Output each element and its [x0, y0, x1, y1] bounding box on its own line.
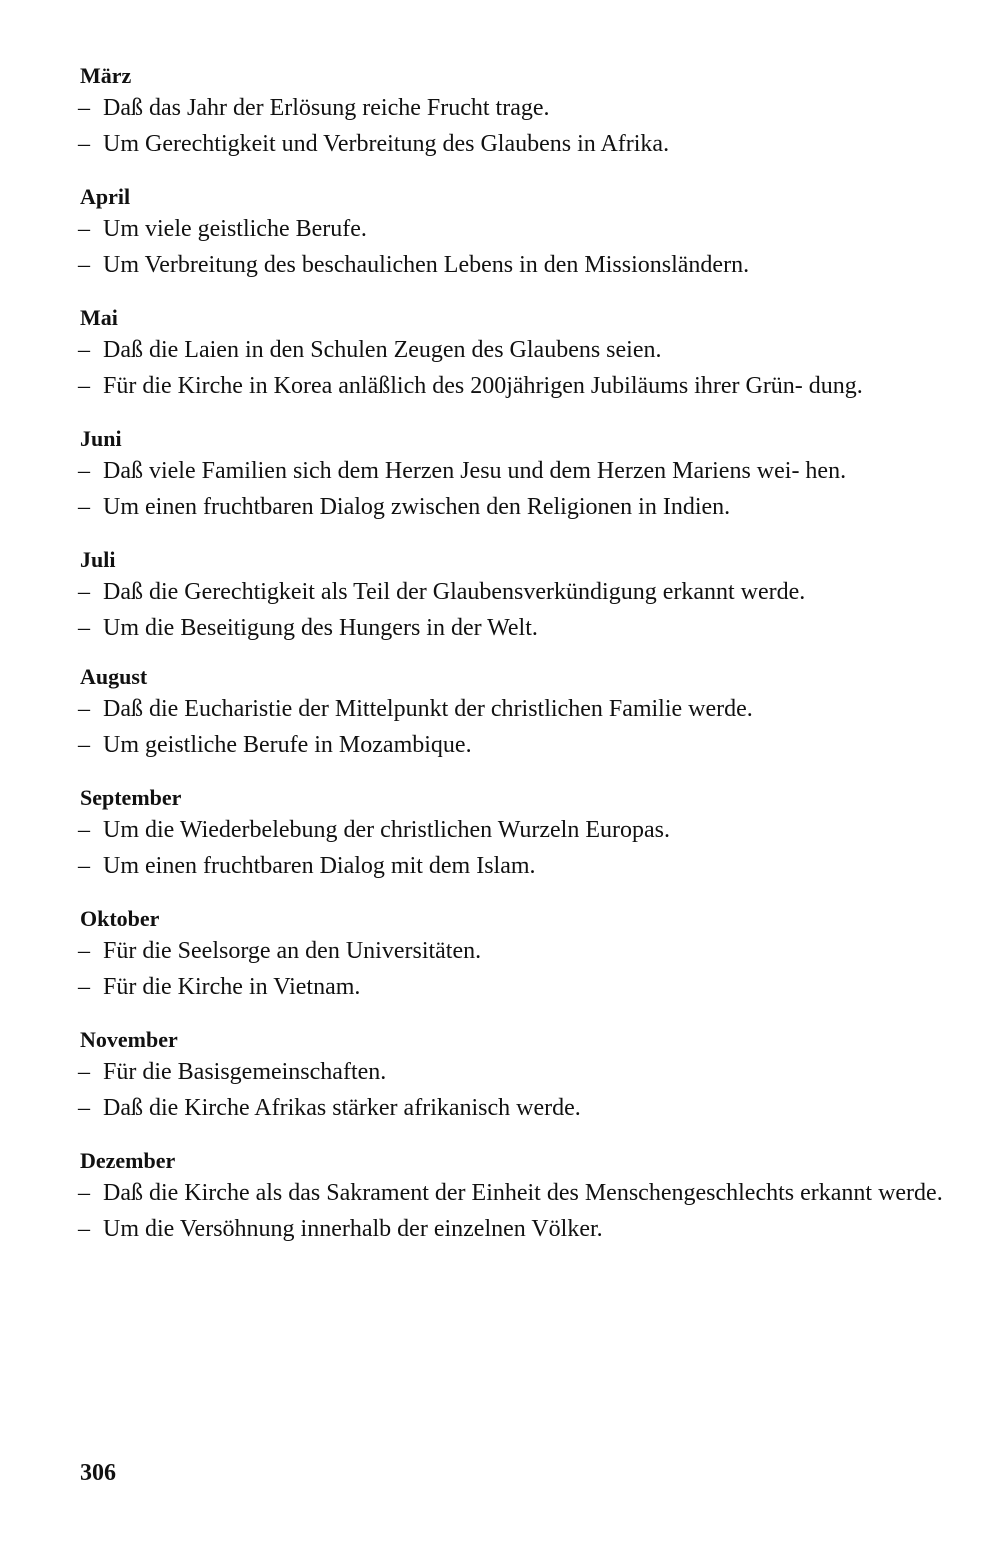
intention-text: Um die Versöhnung innerhalb der einzelnen Völker. — [103, 1216, 603, 1242]
intention-text: Um Gerechtigkeit und Verbreitung des Glaubens in Afrika. — [103, 131, 670, 157]
intention-item — [78, 1058, 962, 1087]
dash-bullet: – — [78, 216, 90, 242]
month-section-september — [78, 784, 962, 881]
month-section-april — [78, 183, 962, 280]
month-heading: April — [80, 184, 131, 209]
intention-item — [78, 937, 962, 966]
intention-text: Für die Kirche in Korea anläßlich des 200jährigen Jubiläums ihrer Grün- dung. — [103, 373, 863, 399]
month-section-august — [78, 663, 962, 760]
month-heading: Juni — [80, 426, 122, 451]
intention-text: Für die Kirche in Vietnam. — [103, 974, 361, 1000]
month-heading: Oktober — [80, 906, 160, 931]
dash-bullet: – — [78, 938, 90, 964]
month-heading: November — [80, 1027, 178, 1052]
intention-item — [78, 336, 962, 365]
month-heading: Dezember — [80, 1148, 176, 1173]
dash-bullet: – — [78, 1216, 90, 1242]
intention-item — [78, 1094, 962, 1123]
intention-text: Um viele geistliche Berufe. — [103, 216, 367, 242]
dash-bullet: – — [78, 1180, 90, 1206]
intention-item — [78, 251, 962, 280]
intention-item — [78, 1215, 962, 1244]
dash-bullet: – — [78, 732, 90, 758]
intention-item — [78, 973, 962, 1002]
intention-item — [78, 457, 962, 486]
month-heading: August — [80, 664, 148, 689]
intention-text: Daß das Jahr der Erlösung reiche Frucht trage. — [103, 95, 550, 121]
prayer-intentions-list — [78, 62, 962, 1268]
dash-bullet: – — [78, 853, 90, 879]
month-section-mai — [78, 304, 962, 401]
intention-text: Um die Beseitigung des Hungers in der Welt. — [103, 615, 538, 641]
intention-item — [78, 578, 962, 607]
intention-item — [78, 372, 962, 401]
dash-bullet: – — [78, 458, 90, 484]
intention-text: Daß die Laien in den Schulen Zeugen des Glaubens seien. — [103, 337, 662, 363]
intention-item — [78, 695, 962, 724]
dash-bullet: – — [78, 252, 90, 278]
intention-item — [78, 94, 962, 123]
dash-bullet: – — [78, 974, 90, 1000]
intention-text: Daß die Gerechtigkeit als Teil der Glaubensverkündigung erkannt werde. — [103, 579, 806, 605]
intention-text: Um geistliche Berufe in Mozambique. — [103, 732, 472, 758]
intention-text: Um Verbreitung des beschaulichen Lebens in den Missionsländern. — [103, 252, 750, 278]
month-section-juni — [78, 425, 962, 522]
month-section-oktober — [78, 905, 962, 1002]
dash-bullet: – — [78, 615, 90, 641]
dash-bullet: – — [78, 1095, 90, 1121]
dash-bullet: – — [78, 579, 90, 605]
month-section-november — [78, 1026, 962, 1123]
intention-item — [78, 1179, 962, 1208]
dash-bullet: – — [78, 494, 90, 520]
intention-text: Um einen fruchtbaren Dialog mit dem Islam. — [103, 853, 536, 879]
month-heading: März — [80, 63, 132, 88]
intention-text: Für die Seelsorge an den Universitäten. — [103, 938, 482, 964]
dash-bullet: – — [78, 337, 90, 363]
month-heading: Mai — [80, 305, 118, 330]
intention-text: Daß die Eucharistie der Mittelpunkt der christlichen Familie werde. — [103, 696, 753, 722]
intention-text: Für die Basisgemeinschaften. — [103, 1059, 387, 1085]
month-section-juli — [78, 546, 962, 643]
intention-item — [78, 731, 962, 760]
dash-bullet: – — [78, 1059, 90, 1085]
intention-text: Daß die Kirche als das Sakrament der Einheit des Menschengeschlechts erkannt werde. — [103, 1180, 943, 1206]
dash-bullet: – — [78, 696, 90, 722]
month-section-maerz — [78, 62, 962, 159]
intention-item — [78, 130, 962, 159]
page-number: 306 — [80, 1460, 116, 1486]
intention-item — [78, 852, 962, 881]
intention-text: Um die Wiederbelebung der christlichen Wurzeln Europas. — [103, 817, 670, 843]
intention-text: Daß die Kirche Afrikas stärker afrikanisch werde. — [103, 1095, 581, 1121]
intention-item — [78, 614, 962, 643]
month-heading: September — [80, 785, 182, 810]
month-heading: Juli — [80, 547, 116, 572]
month-section-dezember — [78, 1147, 962, 1244]
intention-text: Um einen fruchtbaren Dialog zwischen den Religionen in Indien. — [103, 494, 731, 520]
dash-bullet: – — [78, 95, 90, 121]
dash-bullet: – — [78, 131, 90, 157]
intention-text: Daß viele Familien sich dem Herzen Jesu und dem Herzen Mariens wei- hen. — [103, 458, 847, 484]
intention-item — [78, 493, 962, 522]
dash-bullet: – — [78, 373, 90, 399]
intention-item — [78, 816, 962, 845]
intention-item — [78, 215, 962, 244]
dash-bullet: – — [78, 817, 90, 843]
